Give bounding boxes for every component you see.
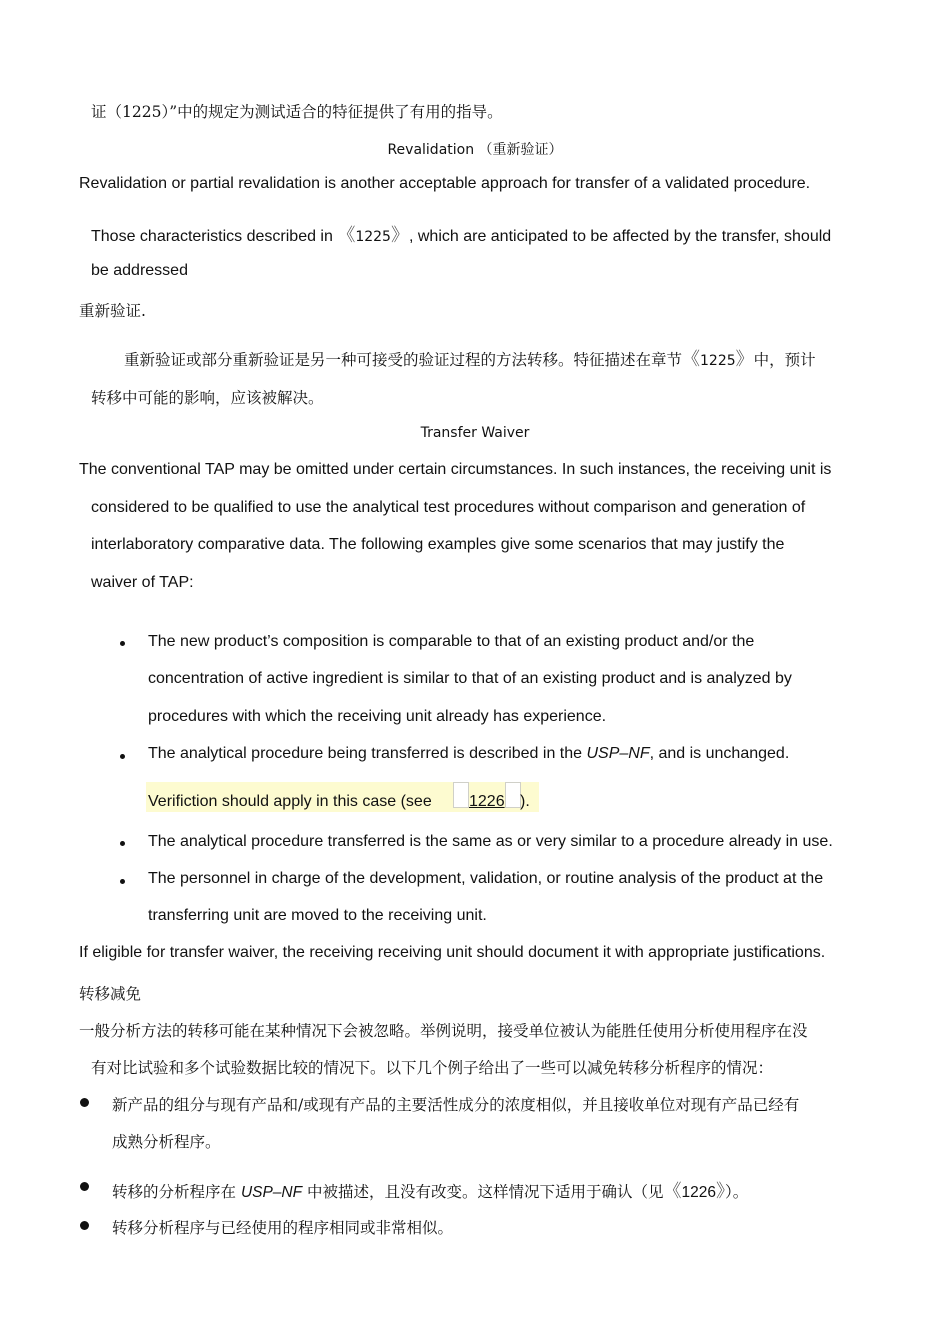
bullet-dot-icon	[120, 754, 125, 759]
text-segment: , which are anticipated to be affected by the transfer, should	[408, 228, 832, 245]
bullet-dot-icon	[120, 879, 125, 884]
bullet-dot-icon	[80, 1098, 89, 1107]
bullet-4-line-1: The personnel in charge of the development, validation, or routine analysis of the product at the	[148, 870, 824, 887]
bullet-2-line-1	[148, 745, 789, 763]
bracket-open: 《	[682, 349, 701, 370]
cn-bullet-1-line-2: 成熟分析程序。	[112, 1133, 221, 1151]
bullet-3-line-1: The analytical procedure transferred is the same as or very similar to a procedure already in use.	[148, 833, 833, 850]
cn-reval-title: 重新验证.	[79, 302, 146, 320]
chapter-ref-1226-cn: 1226	[681, 1184, 717, 1201]
bullet-4-line-2: transferring unit are moved to the receiving unit.	[148, 907, 487, 924]
cn-waiver-line-1: 一般分析方法的转移可能在某种情况下会被忽略。举例说明，接受单位被认为能胜任使用分析使用程序在没	[79, 1022, 808, 1040]
text-line-waiver-4: waiver of TAP:	[91, 574, 194, 591]
bullet-1-line-2: concentration of active ingredient is similar to that of an existing product and is analyzed by	[148, 670, 792, 687]
text-segment: 转移的分析程序在	[112, 1183, 241, 1201]
cn-bullet-2-line-1	[112, 1177, 748, 1203]
text-segment-close-paren: ).	[520, 793, 530, 810]
text-segment: , and is unchanged.	[649, 745, 790, 762]
cn-bullet-1-line-1: 新产品的组分与现有产品和/或现有产品的主要活性成分的浓度相似，并且接收单位对现有产品已经有	[112, 1096, 800, 1114]
bracket-close: 》	[716, 1181, 726, 1202]
bracket-open: 《	[663, 1181, 682, 1202]
cn-waiver-title: 转移减免	[79, 985, 142, 1003]
text-segment: Those characteristics described in	[91, 228, 338, 245]
text-segment: ）。	[725, 1183, 749, 1201]
field-box-right	[505, 782, 521, 808]
text-segment: 重新验证或部分重新验证是另一种可接受的验证过程的方法转移。特征描述在章节	[124, 351, 683, 369]
cn-bullet-3-line-1: 转移分析程序与已经使用的程序相同或非常相似。	[112, 1219, 454, 1237]
chapter-link-1226[interactable]: 1226	[469, 793, 505, 810]
bracket-close: 》	[735, 349, 754, 370]
heading-transfer-waiver: Transfer Waiver	[420, 425, 530, 441]
text-line-reval-3: be addressed	[91, 262, 188, 279]
text-line-waiver-1: The conventional TAP may be omitted under certain circumstances. In such instances, the receiving unit is	[79, 461, 832, 478]
text-line-reval-1: Revalidation or partial revalidation is another acceptable approach for transfer of a validated procedure.	[79, 175, 811, 192]
bullet-dot-icon	[80, 1221, 89, 1230]
usp-nf-italic: USP–NF	[240, 1184, 303, 1201]
text-segment: Verifiction should apply in this case (see	[148, 793, 432, 810]
text-line-waiver-2: considered to be qualified to use the analytical test procedures without comparison and generation of	[91, 499, 806, 516]
text-line-waiver-conclusion: If eligible for transfer waiver, the receiving receiving unit should document it with appropriate justifications.	[79, 944, 826, 961]
text-segment: The analytical procedure being transferred is described in the	[148, 745, 587, 762]
bullet-1-line-3: procedures with which the receiving unit already has experience.	[148, 708, 607, 725]
bracket-close: 》	[390, 225, 409, 245]
cn-waiver-line-2: 有对比试验和多个试验数据比较的情况下。以下几个例子给出了一些可以减免转移分析程序的情况：	[91, 1059, 774, 1077]
chapter-ref-1225: 1225	[355, 229, 391, 245]
cn-reval-line-1	[124, 345, 816, 371]
text-line-reval-2	[91, 221, 831, 247]
field-box-left	[453, 782, 469, 808]
bullet-dot-icon	[120, 641, 125, 646]
bullet-dot-icon	[80, 1182, 89, 1191]
text-segment: 中，预计	[753, 351, 816, 369]
bullet-1-line-1: The new product’s composition is comparable to that of an existing product and/or the	[148, 633, 755, 650]
bullet-2-line-2	[148, 793, 432, 811]
chapter-ref-1225-cn: 1225	[700, 353, 736, 369]
text-segment: 中被描述，且没有改变。这样情况下适用于确认（见	[302, 1183, 664, 1201]
usp-nf-italic: USP–NF	[586, 745, 650, 762]
text-line-cn-intro: 证（1225）”中的规定为测试适合的特征提供了有用的指导。	[91, 103, 503, 121]
heading-revalidation: Revalidation （重新验证）	[387, 142, 563, 158]
bullet-dot-icon	[120, 841, 125, 846]
cn-reval-line-2: 转移中可能的影响，应该被解决。	[91, 389, 324, 407]
text-line-waiver-3: interlaboratory comparative data. The following examples give some scenarios that may justify the	[91, 536, 785, 553]
bracket-open: 《	[337, 225, 356, 245]
